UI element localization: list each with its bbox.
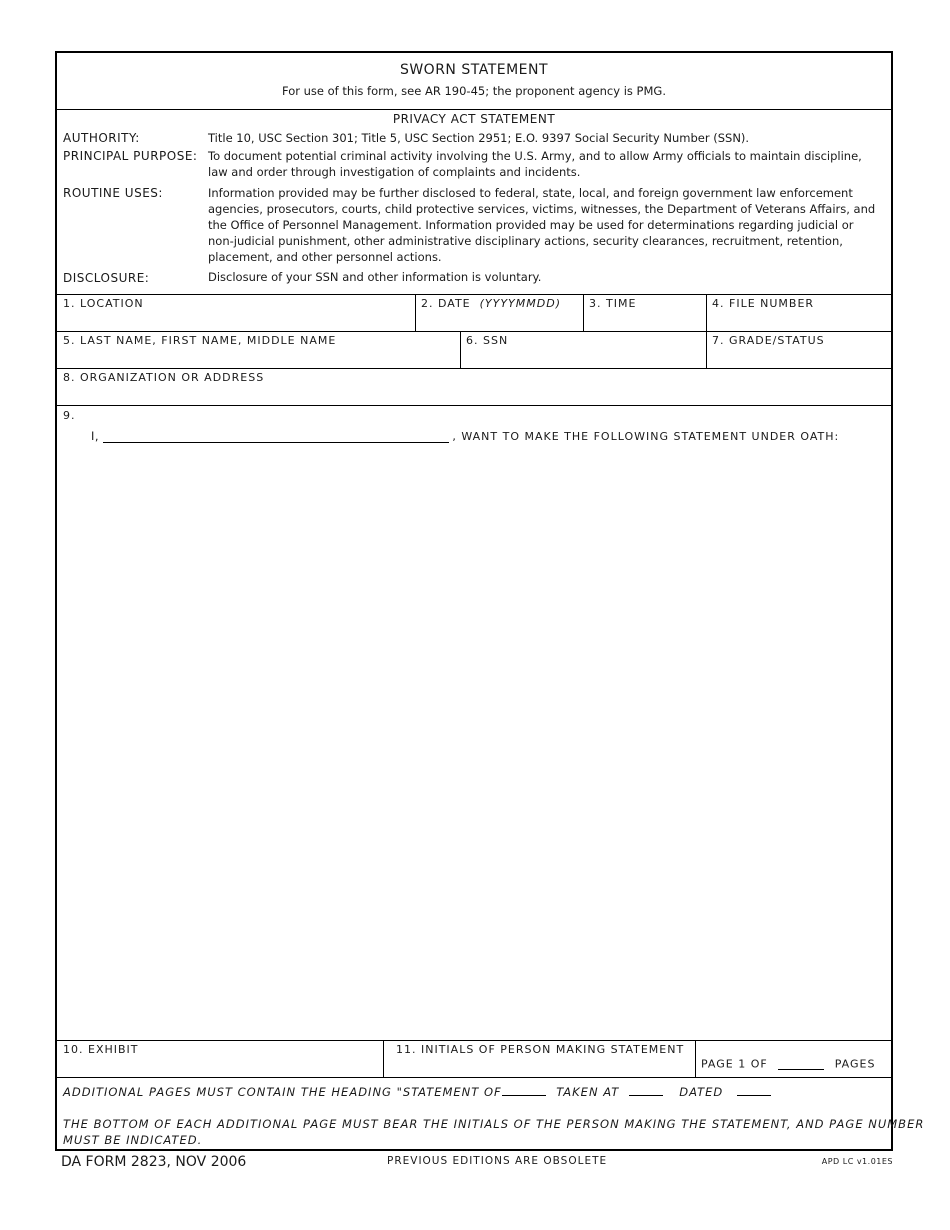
divider	[57, 1077, 891, 1078]
date-label	[421, 297, 561, 310]
total-pages-input[interactable]	[778, 1057, 824, 1070]
bottom-initials-note	[63, 1116, 924, 1148]
divider	[383, 1040, 384, 1077]
note-line: THE BOTTOM OF EACH ADDITIONAL PAGE MUST BEAR THE INITIALS OF THE PERSON MAKING THE STATEMENT, AND PAGE NUMBER	[63, 1117, 925, 1131]
location-label: 1. LOCATION	[63, 297, 144, 310]
statement-textarea[interactable]	[63, 451, 889, 1039]
grade-label: 7. GRADE/STATUS	[712, 334, 825, 347]
form-identifier: DA FORM 2823, NOV 2006	[61, 1154, 247, 1170]
additional-pages-note	[63, 1083, 771, 1099]
location-input[interactable]	[63, 315, 413, 331]
divider	[695, 1040, 696, 1077]
routine-line: non-judicial punishment, other administrative disciplinary actions, security clearances, recruitment, retention,	[208, 234, 843, 248]
file-number-label: 4. FILE NUMBER	[712, 297, 815, 310]
oath-line	[91, 429, 839, 443]
divider	[583, 294, 584, 331]
organization-label: 8. ORGANIZATION OR ADDRESS	[63, 371, 265, 384]
divider	[57, 294, 891, 295]
i-label: I,	[91, 429, 100, 443]
declarant-name-input[interactable]	[103, 429, 449, 443]
ssn-label: 6. SSN	[466, 334, 509, 347]
statement-number: 9.	[63, 409, 76, 422]
grade-input[interactable]	[712, 352, 887, 368]
authority-label: AUTHORITY:	[63, 131, 140, 145]
purpose-text	[208, 148, 862, 180]
page-count	[701, 1057, 875, 1071]
note-heading-text: ADDITIONAL PAGES MUST CONTAIN THE HEADING "STATEMENT OF	[63, 1085, 502, 1099]
divider	[57, 1040, 891, 1041]
exhibit-label: 10. EXHIBIT	[63, 1043, 139, 1056]
initials-input[interactable]	[396, 1059, 692, 1075]
divider	[460, 331, 461, 368]
divider	[57, 368, 891, 369]
routine-line: the Office of Personnel Management. Information provided may be used for determinations regarding judicial or	[208, 218, 854, 232]
version-tag: APD LC v1.01ES	[821, 1157, 893, 1166]
sworn-statement-form	[55, 51, 925, 1151]
page-of-label: PAGE 1 OF	[701, 1057, 768, 1071]
blank-line	[629, 1083, 663, 1096]
initials-label: 11. INITIALS OF PERSON MAKING STATEMENT	[396, 1043, 685, 1056]
name-input[interactable]	[63, 352, 458, 368]
privacy-heading: PRIVACY ACT STATEMENT	[392, 112, 556, 126]
note-taken-at: TAKEN AT	[556, 1085, 620, 1099]
blank-line	[502, 1083, 546, 1096]
routine-line: placement, and other personnel actions.	[208, 250, 442, 264]
date-label-text: 2. DATE	[421, 297, 471, 310]
note-line: MUST BE INDICATED.	[63, 1133, 203, 1147]
routine-line: agencies, prosecutors, courts, child protective services, victims, witnesses, the Department of Veterans Affairs, and	[208, 202, 876, 216]
obsolete-notice: PREVIOUS EDITIONS ARE OBSOLETE	[387, 1155, 608, 1167]
purpose-label: PRINCIPAL PURPOSE:	[63, 149, 198, 163]
divider	[57, 405, 891, 406]
disclosure-label: DISCLOSURE:	[63, 271, 150, 285]
note-dated: DATED	[679, 1085, 724, 1099]
purpose-line: To document potential criminal activity involving the U.S. Army, and to allow Army officials to maintain discipline,	[208, 149, 862, 163]
pages-label: PAGES	[834, 1057, 876, 1071]
time-input[interactable]	[589, 315, 703, 331]
form-title: SWORN STATEMENT	[399, 62, 549, 78]
divider	[57, 331, 891, 332]
form-subtitle: For use of this form, see AR 190-45; the proponent agency is PMG.	[282, 84, 666, 98]
disclosure-text: Disclosure of your SSN and other information is voluntary.	[208, 270, 542, 284]
purpose-line: law and order through investigation of complaints and incidents.	[208, 165, 581, 179]
routine-text	[208, 185, 875, 265]
divider	[57, 109, 891, 110]
file-number-input[interactable]	[712, 315, 887, 331]
name-label: 5. LAST NAME, FIRST NAME, MIDDLE NAME	[63, 334, 337, 347]
ssn-input[interactable]	[466, 352, 702, 368]
date-input[interactable]	[421, 315, 581, 331]
exhibit-input[interactable]	[63, 1059, 381, 1075]
authority-text: Title 10, USC Section 301; Title 5, USC Section 2951; E.O. 9397 Social Security Number (SSN).	[208, 131, 750, 145]
organization-input[interactable]	[63, 389, 887, 405]
date-format: (YYYYMMDD)	[479, 297, 561, 310]
routine-label: ROUTINE USES:	[63, 186, 163, 200]
blank-line	[737, 1083, 771, 1096]
time-label: 3. TIME	[589, 297, 637, 310]
routine-line: Information provided may be further disclosed to federal, state, local, and foreign government law enforcement	[208, 186, 853, 200]
divider	[415, 294, 416, 331]
oath-text: , WANT TO MAKE THE FOLLOWING STATEMENT UNDER OATH:	[452, 430, 840, 443]
